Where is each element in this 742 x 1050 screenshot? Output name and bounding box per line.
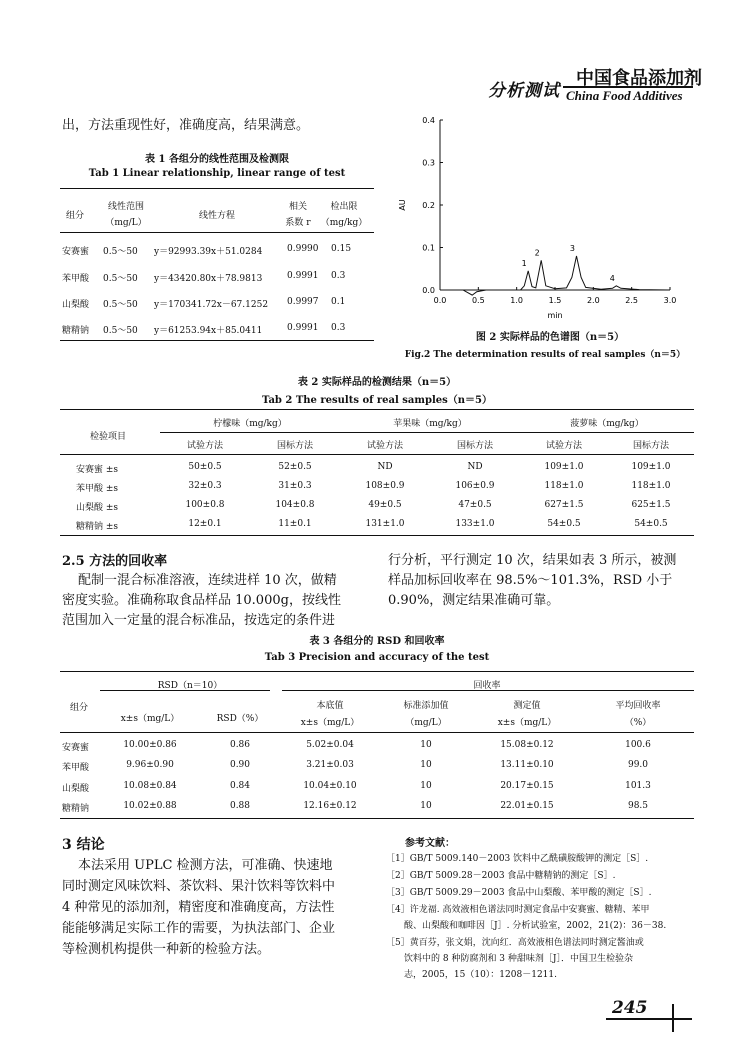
journal-title-en: China Food Additives: [566, 88, 683, 103]
table1-caption-cn: 表 1 各组分的线性范围及检测限: [145, 154, 289, 165]
t1-h-range-unit: （mg/L）: [105, 218, 147, 228]
t2-h-group-apple: 苹果味（mg/kg）: [393, 419, 467, 429]
x-tick-label: 0.5: [471, 296, 485, 305]
t2-h-group-lemon: 柠檬味（mg/kg）: [213, 419, 287, 429]
page-number: 245: [612, 998, 648, 1018]
x-axis-label: min: [547, 311, 563, 320]
conclusion-text: 4 种常见的添加剂，精密度和准确度高，方法性: [62, 900, 335, 915]
y-tick-label: 0.1: [422, 243, 435, 253]
conclusion-text: 本法采用 UPLC 检测方法，可准确、快速地: [78, 858, 333, 873]
x-tick-label: 2.0: [586, 296, 600, 305]
header-rule: [563, 86, 693, 88]
section-2-5-text: 范围加入一定量的混合标准品，按选定的条件进: [62, 613, 336, 628]
peak-label: 1: [521, 258, 527, 268]
intro-text: 出，方法重现性好，准确度高，结果满意。: [62, 118, 310, 133]
y-tick-label: 0.2: [422, 201, 435, 210]
table2-caption-cn: 表 2 实际样品的检测结果（n＝5）: [297, 377, 457, 388]
t3-h-group: 组分: [70, 703, 89, 713]
t1-h-lod2: （mg/kg）: [320, 218, 368, 228]
section-2-5-text: 行分析，平行测定 10 次，结果如表 3 所示，被测: [388, 553, 677, 568]
table1-caption-en: Tab 1 Linear relationship, linear range of test: [88, 168, 346, 179]
section-2-5-text: 密度实验。准确称取食品样品 10.000g，按线性: [62, 593, 341, 608]
section-2-5-text: 0.90%，测定结果准确可靠。: [388, 593, 560, 608]
section-2-5-heading: 2.5 方法的回收率: [62, 554, 168, 569]
table2-caption-en: Tab 2 The results of real samples（n＝5）: [261, 395, 493, 406]
t1-h-range: 线性范围: [107, 202, 144, 212]
x-tick-label: 3.0: [663, 296, 677, 305]
x-tick-label: 1.0: [510, 296, 524, 305]
conclusion-text: 等检测机构提供一种新的检验方法。: [62, 942, 271, 957]
x-tick-label: 2.5: [625, 296, 639, 305]
conclusion-text: 能能够满足实际工作的需要，为执法部门、企业: [62, 921, 336, 936]
reference-item: ［4］许龙福. 高效液相色谱法同时测定食品中安赛蜜、糖精、苯甲: [386, 905, 650, 915]
peak-label: 2: [534, 248, 540, 258]
y-tick-label: 0.0: [422, 286, 435, 295]
reference-item: ［1］GB/T 5009.140－2003 饮料中乙酰磺胺酸钾的测定［S］.: [386, 854, 649, 864]
t3-h-rsd-group: RSD（n＝10）: [157, 681, 223, 691]
table3-caption-cn: 表 3 各组分的 RSD 和回收率: [309, 636, 445, 647]
y-axis-label: AU: [398, 199, 407, 211]
reference-item: ［5］黄百芬，张文娟，沈向红．高效液相色谱法同时测定酱油或: [386, 938, 644, 948]
t2-h-group-pineapple: 菠萝味（mg/kg）: [570, 419, 644, 429]
t1-h-r1: 相关: [288, 202, 307, 212]
figure2-caption-en: Fig.2 The determination results of real samples（n＝5）: [404, 350, 686, 360]
references-heading: 参考文献：: [405, 838, 455, 849]
section-2-5-text: 配制一混合标准溶液，连续进样 10 次，做精: [78, 573, 337, 588]
x-tick-label: 0.0: [433, 296, 447, 305]
t1-h-group: 组分: [66, 211, 85, 221]
t1-h-equation: 线性方程: [198, 211, 235, 221]
table3-caption-en: Tab 3 Precision and accuracy of the test: [264, 652, 490, 663]
conclusion-text: 同时测定风味饮料、茶饮料、果汁饮料等饮料中: [62, 879, 336, 894]
header-section: 分析测试: [488, 81, 560, 101]
t1-h-r2: 系数 r: [285, 218, 311, 228]
t3-h-recovery: 回收率: [473, 681, 501, 691]
x-tick-label: 1.5: [548, 296, 562, 305]
y-tick-label: 0.4: [422, 116, 435, 125]
reference-item: ［3］GB/T 5009.29－2003 食品中山梨酸、苯甲酸的测定［S］.: [386, 888, 652, 898]
conclusion-heading: 3 结论: [62, 837, 105, 853]
section-2-5-text: 样品加标回收率在 98.5%～101.3%，RSD 小于: [388, 573, 673, 588]
reference-item: 志，2005，15（10）：1208－1211.: [404, 970, 557, 980]
peak-label: 4: [609, 273, 615, 283]
figure2-caption-cn: 图 2 实际样品的色谱图（n＝5）: [475, 332, 625, 343]
journal-title-cn: 中国食品添加剂: [576, 68, 702, 89]
chromatogram-chart: [395, 110, 695, 322]
t1-h-lod1: 检出限: [330, 202, 358, 212]
reference-item: 酸、山梨酸和咖啡因［J］. 分析试验室，2002，21(2)：36－38.: [404, 921, 667, 931]
reference-item: ［2］GB/T 5009.28－2003 食品中糖精钠的测定［S］.: [386, 871, 616, 881]
t2-h-item: 检验项目: [90, 432, 127, 442]
y-tick-label: 0.3: [422, 158, 435, 168]
peak-label: 3: [569, 244, 576, 253]
reference-item: 饮料中的 8 种防腐剂和 3 种甜味剂［J］．中国卫生检验杂: [404, 954, 634, 964]
